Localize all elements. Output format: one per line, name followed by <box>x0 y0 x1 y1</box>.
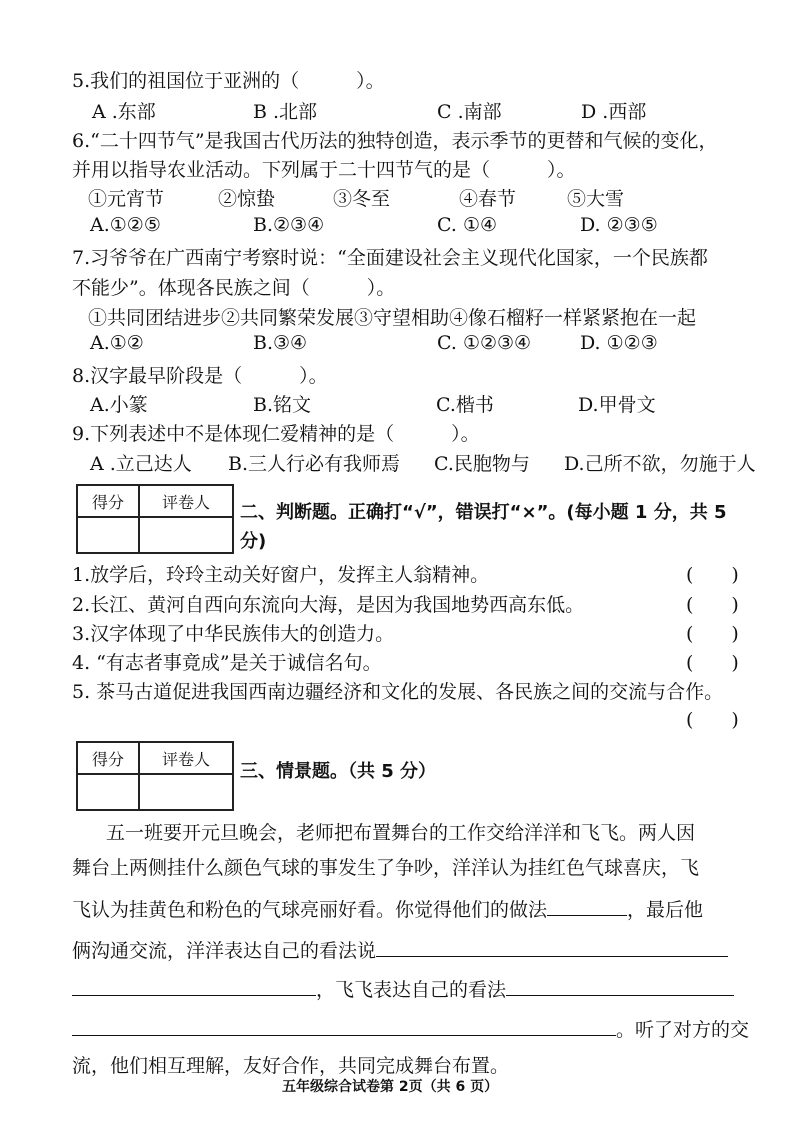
scenario-line-5-text: ，飞飞表达自己的看法 <box>316 979 507 1001</box>
scenario-line-3 <box>72 895 703 922</box>
q6-stem-line1: 6.“二十四节气”是我国古代历法的独特创造，表示季节的更替和气候的变化， <box>72 130 718 152</box>
q6-option-c: C. ①④ <box>437 214 498 236</box>
q5-option-a: A .东部 <box>92 101 156 123</box>
q6-item-4: ④春节 <box>459 188 517 210</box>
q5-stem: 5.我们的祖国位于亚洲的（ ）。 <box>72 70 385 92</box>
scenario-line-5 <box>72 975 734 1002</box>
judge-paren-2[interactable]: ( ) <box>686 594 739 616</box>
q9-option-b: B.三人行必有我师焉 <box>228 453 401 475</box>
grader-header: 评卷人 <box>139 485 233 517</box>
scenario-line-3b: ，最后他 <box>627 899 704 921</box>
grader-header: 评卷人 <box>139 742 233 774</box>
section3-title: 三、情景题。（共 5 分） <box>240 761 437 782</box>
q6-stem-line2: 并用以指导农业活动。下列属于二十四节气的是（ ）。 <box>72 159 576 181</box>
q7-option-d: D. ①②③ <box>580 332 658 354</box>
q8-option-c: C.楷书 <box>436 394 494 416</box>
section2-title-line1: 二、判断题。正确打“√”，错误打“×”。(每小题 1 分，共 5 <box>240 502 727 523</box>
q6-item-5: ⑤大雪 <box>567 188 625 210</box>
page-footer: 五年级综合试卷第 2页（共 6 页） <box>282 1079 499 1095</box>
judge-paren-5[interactable]: ( ) <box>686 709 739 731</box>
q9-option-c: C.民胞物与 <box>434 453 530 475</box>
scenario-line-3a: 飞认为挂黄色和粉色的气球亮丽好看。你觉得他们的做法 <box>72 899 548 921</box>
scenario-line-2: 舞台上两侧挂什么颜色气球的事发生了争吵，洋洋认为挂红色气球喜庆，飞 <box>72 857 700 879</box>
judge-paren-1[interactable]: ( ) <box>686 564 739 586</box>
q5-option-c: C .南部 <box>437 101 502 123</box>
scenario-line-4 <box>72 936 728 963</box>
grader-cell[interactable] <box>139 517 233 553</box>
q7-option-b: B.③④ <box>253 332 308 354</box>
scenario-line-7: 流，他们相互理解，友好合作，共同完成舞台布置。 <box>72 1055 510 1077</box>
q6-option-d: D. ②③⑤ <box>580 214 658 236</box>
score-cell[interactable] <box>77 774 139 810</box>
q7-stem-line1: 7.习爷爷在广西南宁考察时说：“全面建设社会主义现代化国家，一个民族都 <box>72 247 708 269</box>
q9-stem: 9.下列表述中不是体现仁爱精神的是（ ）。 <box>72 423 480 445</box>
judge-item-4: 4. “有志者事竟成”是关于诚信名句。 <box>72 652 382 674</box>
q8-option-d: D.甲骨文 <box>578 394 656 416</box>
answer-blank-2[interactable] <box>376 938 728 957</box>
q6-item-3: ③冬至 <box>333 188 391 210</box>
score-header: 得分 <box>77 485 139 517</box>
q8-option-b: B.铭文 <box>253 394 312 416</box>
q7-stem-line2: 不能少”。体现各民族之间（ ）。 <box>72 277 396 299</box>
q5-option-b: B .北部 <box>253 101 318 123</box>
q6-item-1: ①元宵节 <box>88 188 165 210</box>
section2-title-line2: 分) <box>240 531 267 552</box>
answer-blank-1[interactable] <box>547 897 627 916</box>
q6-option-b: B.②③④ <box>253 214 325 236</box>
scenario-line-6 <box>72 1015 749 1042</box>
judge-item-3: 3.汉字体现了中华民族伟大的创造力。 <box>72 623 395 645</box>
scenario-line-4-text: 俩沟通交流，洋洋表达自己的看法说 <box>72 940 377 962</box>
scenario-line-6-text: 。听了对方的交 <box>616 1019 750 1041</box>
q9-option-d: D.己所不欲，勿施于人 <box>564 453 756 475</box>
q8-stem: 8.汉字最早阶段是（ ）。 <box>72 365 328 387</box>
judge-item-1: 1.放学后，玲玲主动关好窗户，发挥主人翁精神。 <box>72 564 490 586</box>
score-header: 得分 <box>77 742 139 774</box>
q5-option-d: D .西部 <box>581 101 647 123</box>
grader-cell[interactable] <box>139 774 233 810</box>
answer-blank-5[interactable] <box>72 1017 616 1036</box>
judge-item-5: 5. 茶马古道促进我国西南边疆经济和文化的发展、各民族之间的交流与合作。 <box>72 681 724 703</box>
section3-score-table <box>76 741 234 811</box>
section2-score-table <box>76 484 234 554</box>
q7-items: ①共同团结进步②共同繁荣发展③守望相助④像石榴籽一样紧紧抱在一起 <box>88 307 697 329</box>
scenario-line-1: 五一班要开元旦晚会，老师把布置舞台的工作交给洋洋和飞飞。两人因 <box>106 822 696 844</box>
judge-item-2: 2.长江、黄河自西向东流向大海，是因为我国地势西高东低。 <box>72 594 585 616</box>
score-cell[interactable] <box>77 517 139 553</box>
q6-option-a: A.①②⑤ <box>90 214 161 236</box>
q7-option-a: A.①② <box>90 332 144 354</box>
q9-option-a: A .立己达人 <box>90 453 192 475</box>
answer-blank-4[interactable] <box>506 977 734 996</box>
q7-option-c: C. ①②③④ <box>437 332 532 354</box>
judge-paren-4[interactable]: ( ) <box>686 652 739 674</box>
q6-item-2: ②惊蛰 <box>218 188 276 210</box>
q8-option-a: A.小篆 <box>90 394 148 416</box>
judge-paren-3[interactable]: ( ) <box>686 623 739 645</box>
answer-blank-3[interactable] <box>72 977 316 996</box>
